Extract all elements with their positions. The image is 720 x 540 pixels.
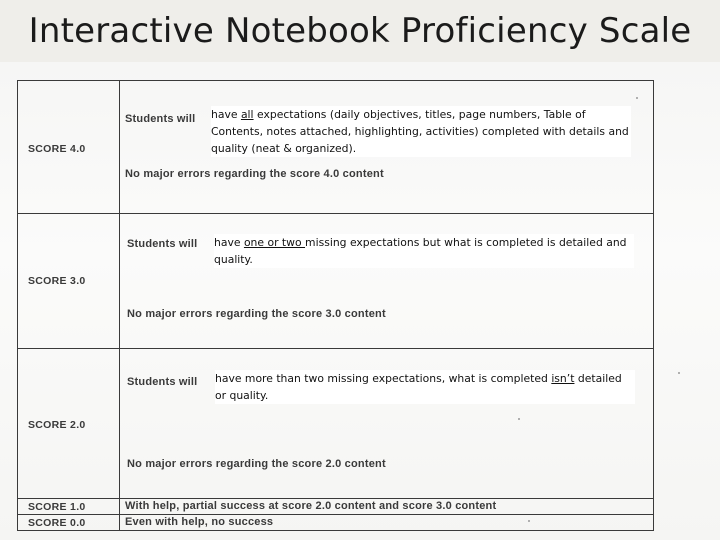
no-errors-note: No major errors regarding the score 3.0 content xyxy=(127,308,386,320)
row-score-3 xyxy=(18,214,653,349)
score-cell xyxy=(18,81,120,213)
no-errors-note: No major errors regarding the score 2.0 content xyxy=(127,458,386,470)
score-label: SCORE 0.0 xyxy=(28,517,86,529)
row-description: have one or two missing expectations but what is completed is detailed and quality. xyxy=(214,234,634,268)
students-will-label: Students will xyxy=(127,238,198,250)
scan-speck xyxy=(528,520,530,522)
score-label: SCORE 4.0 xyxy=(28,143,86,155)
scan-speck xyxy=(678,372,680,374)
row-description: Even with help, no success xyxy=(125,516,274,528)
score-label: SCORE 1.0 xyxy=(28,501,86,513)
row-score-4 xyxy=(18,81,653,214)
no-errors-note: No major errors regarding the score 4.0 content xyxy=(125,168,384,180)
title-bar xyxy=(0,0,720,62)
proficiency-table xyxy=(17,80,654,531)
score-cell xyxy=(18,349,120,498)
row-description: have more than two missing expectations, what is completed isn’t detailed or quality. xyxy=(215,370,635,404)
students-will-label: Students will xyxy=(125,113,196,125)
score-cell xyxy=(18,214,120,348)
scan-speck xyxy=(636,97,638,99)
students-will-label: Students will xyxy=(127,376,198,388)
row-description: With help, partial success at score 2.0 content and score 3.0 content xyxy=(125,500,497,512)
scan-speck xyxy=(518,418,520,420)
score-label: SCORE 3.0 xyxy=(28,275,86,287)
score-label: SCORE 2.0 xyxy=(28,419,86,431)
score-cell xyxy=(18,499,120,514)
row-score-2 xyxy=(18,349,653,499)
row-score-1 xyxy=(18,499,653,515)
page-title: Interactive Notebook Proficiency Scale xyxy=(28,11,692,51)
row-description: have all expectations (daily objectives, titles, page numbers, Table of Contents, notes attached, highlighting, activities) completed with details and quality (neat & organized). xyxy=(211,106,631,157)
score-cell xyxy=(18,515,120,531)
row-score-0 xyxy=(18,515,653,531)
